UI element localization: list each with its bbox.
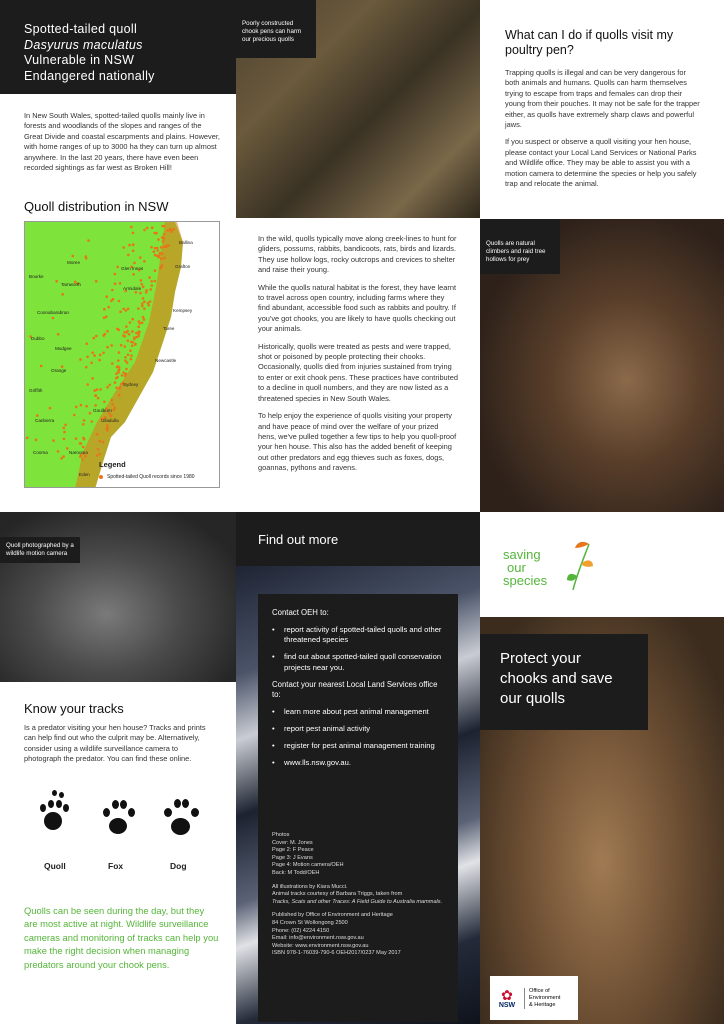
record-dot (125, 372, 128, 375)
climbing-quoll-photo (480, 219, 724, 512)
record-dot (116, 266, 119, 269)
record-dot (130, 341, 133, 344)
record-dot (129, 349, 132, 352)
record-dot (93, 337, 96, 340)
record-dot (62, 455, 65, 458)
record-dot (135, 332, 138, 335)
record-dot (103, 401, 106, 404)
record-dot (161, 265, 164, 268)
record-dot (82, 446, 85, 449)
record-dot (142, 316, 145, 319)
record-dot (61, 293, 64, 296)
record-dot (122, 308, 125, 311)
record-dot (166, 244, 169, 247)
what-to-do-text (505, 68, 701, 196)
record-dot (85, 257, 88, 260)
activity-note: Quolls can be seen during the day, but they are most active at night. Wildlife surveillance cameras and monitoring of tracks can help you make the right decision when managing predators around your chook pens. (24, 905, 219, 970)
oeh-line-2: Environment (529, 994, 561, 1001)
record-dot (157, 249, 160, 252)
record-dot (86, 383, 89, 386)
record-dot (75, 406, 78, 409)
record-dot (161, 252, 164, 255)
town-label: Ballina (179, 240, 193, 245)
town-label: Armidale (123, 286, 142, 291)
record-dot (127, 254, 130, 257)
record-dot (153, 250, 156, 253)
town-label: Cooma (33, 450, 48, 455)
title-common-name: Spotted-tailed quoll (24, 22, 138, 36)
record-dot (55, 280, 58, 283)
record-dot (125, 368, 128, 371)
record-dot (157, 238, 160, 241)
record-dot (145, 291, 148, 294)
record-dot (167, 229, 170, 232)
record-dot (147, 302, 150, 305)
record-dot (99, 453, 102, 456)
record-dot (163, 233, 166, 236)
town-label: Tamworth (61, 282, 81, 287)
contact-lls-label: Contact your nearest Local Land Services office to: (272, 679, 438, 700)
record-dot (121, 374, 124, 377)
record-dot (111, 403, 114, 406)
contact-oeh-label: Contact OEH to: (272, 608, 329, 617)
record-dot (123, 331, 126, 334)
record-dot (114, 282, 117, 285)
record-dot (99, 354, 102, 357)
record-dot (72, 255, 75, 258)
record-dot (97, 448, 100, 451)
intro-text: In New South Wales, spotted-tailed quolls mainly live in forests and woodlands of the slopes and ranges of the Great Divide and coastal escarpments and plains. However, with home ranges of up to 3000 ha they can turn up almost anywhere. In the last 20 years, there have even been recorded sightings as far west as Broken Hill! (24, 111, 220, 173)
photos-label: Photos (272, 832, 290, 838)
town-label: Goulburn (93, 408, 112, 413)
record-dot (64, 424, 67, 427)
contact-panel (258, 594, 458, 1022)
record-dot (170, 229, 173, 232)
record-dot (135, 291, 138, 294)
record-dot (143, 229, 146, 232)
oeh-list (272, 625, 444, 673)
record-dot (118, 394, 121, 397)
record-dot (57, 450, 60, 453)
record-dot (95, 394, 98, 397)
record-dot (106, 330, 109, 333)
record-dot (118, 387, 121, 390)
record-dot (85, 405, 88, 408)
record-dot (52, 439, 55, 442)
record-dot (116, 328, 119, 331)
illustrations-credit: All illustrations by Kiara Mucci. (272, 883, 348, 890)
record-dot (96, 454, 99, 457)
fox-track-icon (100, 798, 136, 846)
publisher-line-1: Published by Office of Environment and Heritage (272, 912, 393, 919)
record-dot (122, 246, 125, 249)
nsw-map-svg (25, 222, 220, 488)
middle-paragraph-2: While the quolls natural habitat is the forest, they have learnt to travel across open country, including farms where they find abundant, accessible food such as rabbits and poultry. If you've got chooks, you are likely to have quolls checking out your animals. (258, 282, 457, 334)
climbing-quoll-caption: Quolls are natural climbers and raid tree hollows for prey (480, 219, 560, 274)
record-dot (63, 431, 66, 434)
town-label: Dubbo (31, 336, 45, 341)
dog-track-label: Dog (170, 861, 187, 871)
record-dot (132, 232, 135, 235)
record-dot (102, 441, 105, 444)
record-dot (118, 351, 121, 354)
record-dot (147, 304, 150, 307)
publisher-website[interactable]: Website: www.environment.nsw.gov.au (272, 942, 369, 949)
record-dot (81, 458, 84, 461)
waratah-icon: ✿ NSW (494, 988, 520, 1009)
town-label: Canberra (35, 418, 55, 423)
town-label: Kempsey (173, 308, 193, 313)
town-label: Sydney (123, 382, 139, 387)
record-dot (73, 414, 76, 417)
record-dot (106, 295, 109, 298)
record-dot (160, 257, 163, 260)
record-dot (137, 335, 140, 338)
saving-our-species-logo (503, 548, 593, 604)
record-dot (85, 366, 88, 369)
record-dot (60, 457, 63, 460)
record-dot (117, 359, 120, 362)
tracks-credit: Animal tracks courtesy of Barbara Triggs, taken from (272, 891, 403, 898)
record-dot (141, 322, 144, 325)
record-dot (130, 354, 133, 357)
record-dot (117, 371, 120, 374)
record-dot (99, 388, 102, 391)
record-dot (98, 359, 101, 362)
record-dot (134, 343, 137, 346)
what-to-do-paragraph-2: If you suspect or observe a quoll visiting your hen house, please contact your Local Land Services or National Parks and Wildlife office. They may be able to assist you with a motion camera to determine the species or help you safely trap and relocate the animal. (505, 137, 697, 189)
middle-paragraph-4: To help enjoy the experience of quolls visiting your property and have peace of mind over the welfare of your prized hens, we've pulled together a few tips to help you quoll-proof your hen house. This also has the added benefit of keeping out other predators and egg thieves such as foxes, dogs, goannas, pythons and ravens. (258, 411, 457, 473)
record-dot (84, 455, 87, 458)
middle-text (258, 234, 458, 481)
record-dot (159, 252, 162, 255)
record-dot (143, 318, 146, 321)
record-dot (103, 317, 106, 320)
dog-track-icon (162, 798, 198, 846)
record-dot (86, 356, 89, 359)
record-dot (131, 330, 134, 333)
record-dot (116, 366, 119, 369)
record-dot (82, 423, 85, 426)
credit-page4: Page 4: Motion camera/OEH (272, 862, 344, 869)
record-dot (127, 354, 130, 357)
lls-item-learn: • learn more about pest animal management (272, 707, 444, 717)
record-dot (91, 420, 94, 423)
record-dot (63, 438, 66, 441)
record-dot (79, 442, 82, 445)
record-dot (150, 280, 153, 283)
title-status-national: Endangered nationally (24, 68, 155, 83)
town-label: Ulladulla (101, 418, 119, 423)
record-dot (126, 330, 129, 333)
record-dot (149, 288, 152, 291)
credits (272, 832, 448, 958)
town-label: Newcastle (155, 358, 177, 363)
oeh-item-report: • report activity of spotted-tailed quolls and other threatened species (272, 625, 444, 645)
record-dot (125, 325, 128, 328)
credit-page2: Page 2: F Peace (272, 847, 314, 854)
record-dot (104, 333, 107, 336)
distribution-map (24, 221, 220, 488)
credit-page3: Page 3: J Evans (272, 854, 313, 861)
title-block (0, 0, 236, 94)
tracks-heading: Know your tracks (24, 701, 124, 716)
record-dot (96, 433, 99, 436)
title-status-nsw: Vulnerable in NSW (24, 53, 135, 67)
lls-list (272, 707, 444, 769)
record-dot (139, 292, 142, 295)
record-dot (142, 297, 145, 300)
quoll-track-icon (36, 790, 72, 838)
legend-title: Legend (99, 460, 126, 469)
record-dot (93, 354, 96, 357)
record-dot (124, 335, 127, 338)
record-dot (154, 269, 157, 272)
town-label: Narooma (69, 450, 88, 455)
town-label: Taree (163, 326, 175, 331)
record-dot (36, 414, 39, 417)
record-dot (106, 386, 109, 389)
record-dot (113, 409, 116, 412)
nsw-govt-logo (490, 976, 578, 1020)
middle-paragraph-1: In the wild, quolls typically move along creek-lines to hunt for gliders, possums, rabbits, bandicoots, rats, birds and lizards. They use hollow logs, rocky outcrops and crevices to shelter and raise their young. (258, 234, 457, 275)
record-dot (163, 237, 166, 240)
record-dot (132, 250, 135, 253)
record-dot (128, 244, 131, 247)
record-dot (115, 372, 118, 375)
credit-back: Back: M Todd/OEH (272, 869, 320, 876)
record-dot (91, 351, 94, 354)
record-dot (105, 315, 108, 318)
record-dot (142, 286, 145, 289)
record-dot (154, 247, 157, 250)
oeh-item-projects: • find out about spotted-tailed quoll conservation projects near you. (272, 652, 444, 672)
logo-saving: saving (503, 547, 541, 562)
record-dot (148, 276, 151, 279)
record-dot (97, 397, 100, 400)
record-dot (162, 240, 165, 243)
record-dot (75, 437, 78, 440)
record-dot (106, 429, 109, 432)
record-dot (79, 358, 82, 361)
record-dot (111, 289, 114, 292)
publisher-line-2: 84 Crown St Wollongong 2500 (272, 919, 348, 926)
town-label: Glen Innes (121, 266, 144, 271)
lls-item-report: • report pest animal activity (272, 724, 444, 734)
publisher-email[interactable]: Email: info@environment.nsw.gov.au (272, 935, 364, 942)
record-dot (106, 346, 109, 349)
record-dot (91, 377, 94, 380)
record-dot (79, 456, 82, 459)
credit-cover: Cover: M. Jones (272, 839, 313, 846)
record-dot (163, 257, 166, 260)
record-dot (35, 439, 38, 442)
record-dot (90, 362, 93, 365)
record-dot (82, 437, 85, 440)
record-dot (155, 232, 158, 235)
lls-item-website[interactable]: • www.lls.nsw.gov.au. (272, 758, 444, 768)
tracks-book: Tracks, Scats and other Traces: A Field Guide to Australia mammals. (272, 898, 443, 905)
find-out-heading: Find out more (258, 532, 339, 547)
record-dot (111, 399, 114, 402)
record-dot (108, 384, 111, 387)
oeh-line-1: Office of (529, 987, 550, 994)
record-dot (163, 246, 166, 249)
town-label: Mudgee (55, 346, 72, 351)
town-label: Orange (51, 368, 67, 373)
lls-item-register: • register for pest animal management training (272, 741, 444, 751)
record-dot (120, 344, 123, 347)
record-dot (151, 284, 154, 287)
town-label: Eden (79, 472, 90, 477)
town-label: Coonabarabran (37, 310, 69, 315)
record-dot (114, 273, 117, 276)
record-dot (119, 311, 122, 314)
record-dot (52, 317, 55, 320)
record-dot (151, 226, 154, 229)
record-dot (119, 282, 122, 285)
record-dot (49, 407, 52, 410)
find-out-header (236, 512, 480, 566)
publisher-isbn: ISBN 978-1-76039-790-6 OEH2017/0237 May 2017 (272, 950, 401, 957)
legend-item-label: Spotted-tailed Quoll records since 1980 (107, 474, 195, 480)
record-dot (124, 345, 127, 348)
record-dot (87, 239, 90, 242)
record-dot (95, 280, 98, 283)
record-dot (107, 427, 110, 430)
record-dot (143, 308, 146, 311)
record-dot (129, 321, 132, 324)
record-dot (131, 344, 134, 347)
quoll-track-label: Quoll (44, 861, 66, 871)
record-dot (115, 377, 118, 380)
record-dot (99, 440, 102, 443)
title-scientific-name: Dasyurus maculatus (24, 37, 143, 52)
record-dot (132, 243, 135, 246)
record-dot (57, 333, 60, 336)
record-dot (133, 262, 136, 265)
record-dot (173, 228, 176, 231)
record-dot (127, 339, 130, 342)
record-dot (40, 365, 43, 368)
record-dot (133, 336, 136, 339)
record-dot (125, 309, 128, 312)
what-to-do-paragraph-1: Trapping quolls is illegal and can be very dangerous for both animals and humans. Quolls can harm themselves trying to escape from traps and females can drop their young from their pouches. It may not be safe for the trapper either, as quolls have extremely sharp claws and powerful jaws. (505, 68, 700, 130)
logo-our: our (507, 560, 526, 575)
record-dot (110, 300, 113, 303)
record-dot (143, 301, 146, 304)
record-dot (80, 404, 83, 407)
record-dot (138, 331, 141, 334)
record-dot (130, 226, 133, 229)
record-dot (106, 424, 109, 427)
record-dot (138, 320, 141, 323)
record-dot (141, 302, 144, 305)
record-dot (130, 358, 133, 361)
record-dot (131, 318, 134, 321)
oeh-line-3: & Heritage (529, 1001, 556, 1008)
tracks-text: Is a predator visiting your hen house? Tracks and prints can help find out who the culprit may be. Alternatively, consider using a wildlife surveillance camera to photograph the predator. You can find these online. (24, 723, 206, 764)
record-dot (96, 388, 99, 391)
record-dot (150, 246, 153, 249)
record-dot (102, 352, 105, 355)
record-dot (83, 419, 86, 422)
camera-photo-caption: Quoll photographed by a wildlife motion camera (0, 537, 80, 563)
legend-dot-icon (99, 475, 103, 479)
cover-quoll-photo (480, 617, 724, 1024)
record-dot (122, 371, 125, 374)
record-dot (141, 305, 144, 308)
what-to-do-heading: What can I do if quolls visit my poultry pen? (505, 28, 674, 57)
town-label: Moree (67, 260, 81, 265)
record-dot (110, 414, 113, 417)
record-dot (137, 307, 140, 310)
record-dot (139, 256, 142, 259)
record-dot (157, 256, 160, 259)
town-label: Grafton (175, 264, 191, 269)
oeh-logo-text (524, 988, 560, 1009)
record-dot (85, 342, 88, 345)
town-label: Bourke (29, 274, 44, 279)
record-dot (163, 225, 166, 228)
record-dot (140, 279, 143, 282)
record-dot (146, 227, 149, 230)
cover-title: Protect your chooks and save our quolls (500, 650, 613, 707)
record-dot (160, 246, 163, 249)
record-dot (26, 437, 29, 440)
record-dot (118, 300, 121, 303)
record-dot (110, 344, 113, 347)
record-dot (114, 381, 117, 384)
cover-title-box (480, 634, 648, 730)
nsw-mark: NSW (498, 1001, 516, 1009)
record-dot (154, 280, 157, 283)
record-dot (118, 369, 121, 372)
sprout-icon (567, 536, 595, 592)
record-dot (127, 308, 130, 311)
legend-item (99, 474, 195, 480)
record-dot (128, 333, 131, 336)
record-dot (124, 359, 127, 362)
town-label: Griffith (29, 388, 43, 393)
chook-pen-photo (236, 0, 480, 218)
record-dot (89, 412, 92, 415)
record-dot (137, 325, 140, 328)
record-dot (143, 260, 146, 263)
record-dot (95, 335, 98, 338)
fox-track-label: Fox (108, 861, 124, 871)
logo-species: species (503, 573, 548, 588)
record-dot (94, 404, 97, 407)
middle-paragraph-3: Historically, quolls were treated as pests and were trapped, shot or poisoned by people protecting their chooks. Occasionally, quolls died from injuries sustained from trying to enter or exit chook pens. These practices have contributed to a decline in quoll numbers, and they are now listed as a threatened species in New South Wales. (258, 341, 458, 403)
record-dot (124, 356, 127, 359)
record-dot (132, 273, 135, 276)
publisher-phone: Phone: (02) 4224 4150 (272, 927, 330, 934)
record-dot (107, 306, 110, 309)
motion-camera-photo (0, 512, 236, 682)
distribution-heading: Quoll distribution in NSW (24, 199, 169, 214)
record-dot (63, 427, 66, 430)
chook-pen-caption: Poorly constructed chook pens can harm our precious quolls (236, 0, 316, 58)
record-dot (156, 247, 159, 250)
record-dot (115, 387, 118, 390)
record-dot (111, 362, 114, 365)
record-dot (103, 308, 106, 311)
